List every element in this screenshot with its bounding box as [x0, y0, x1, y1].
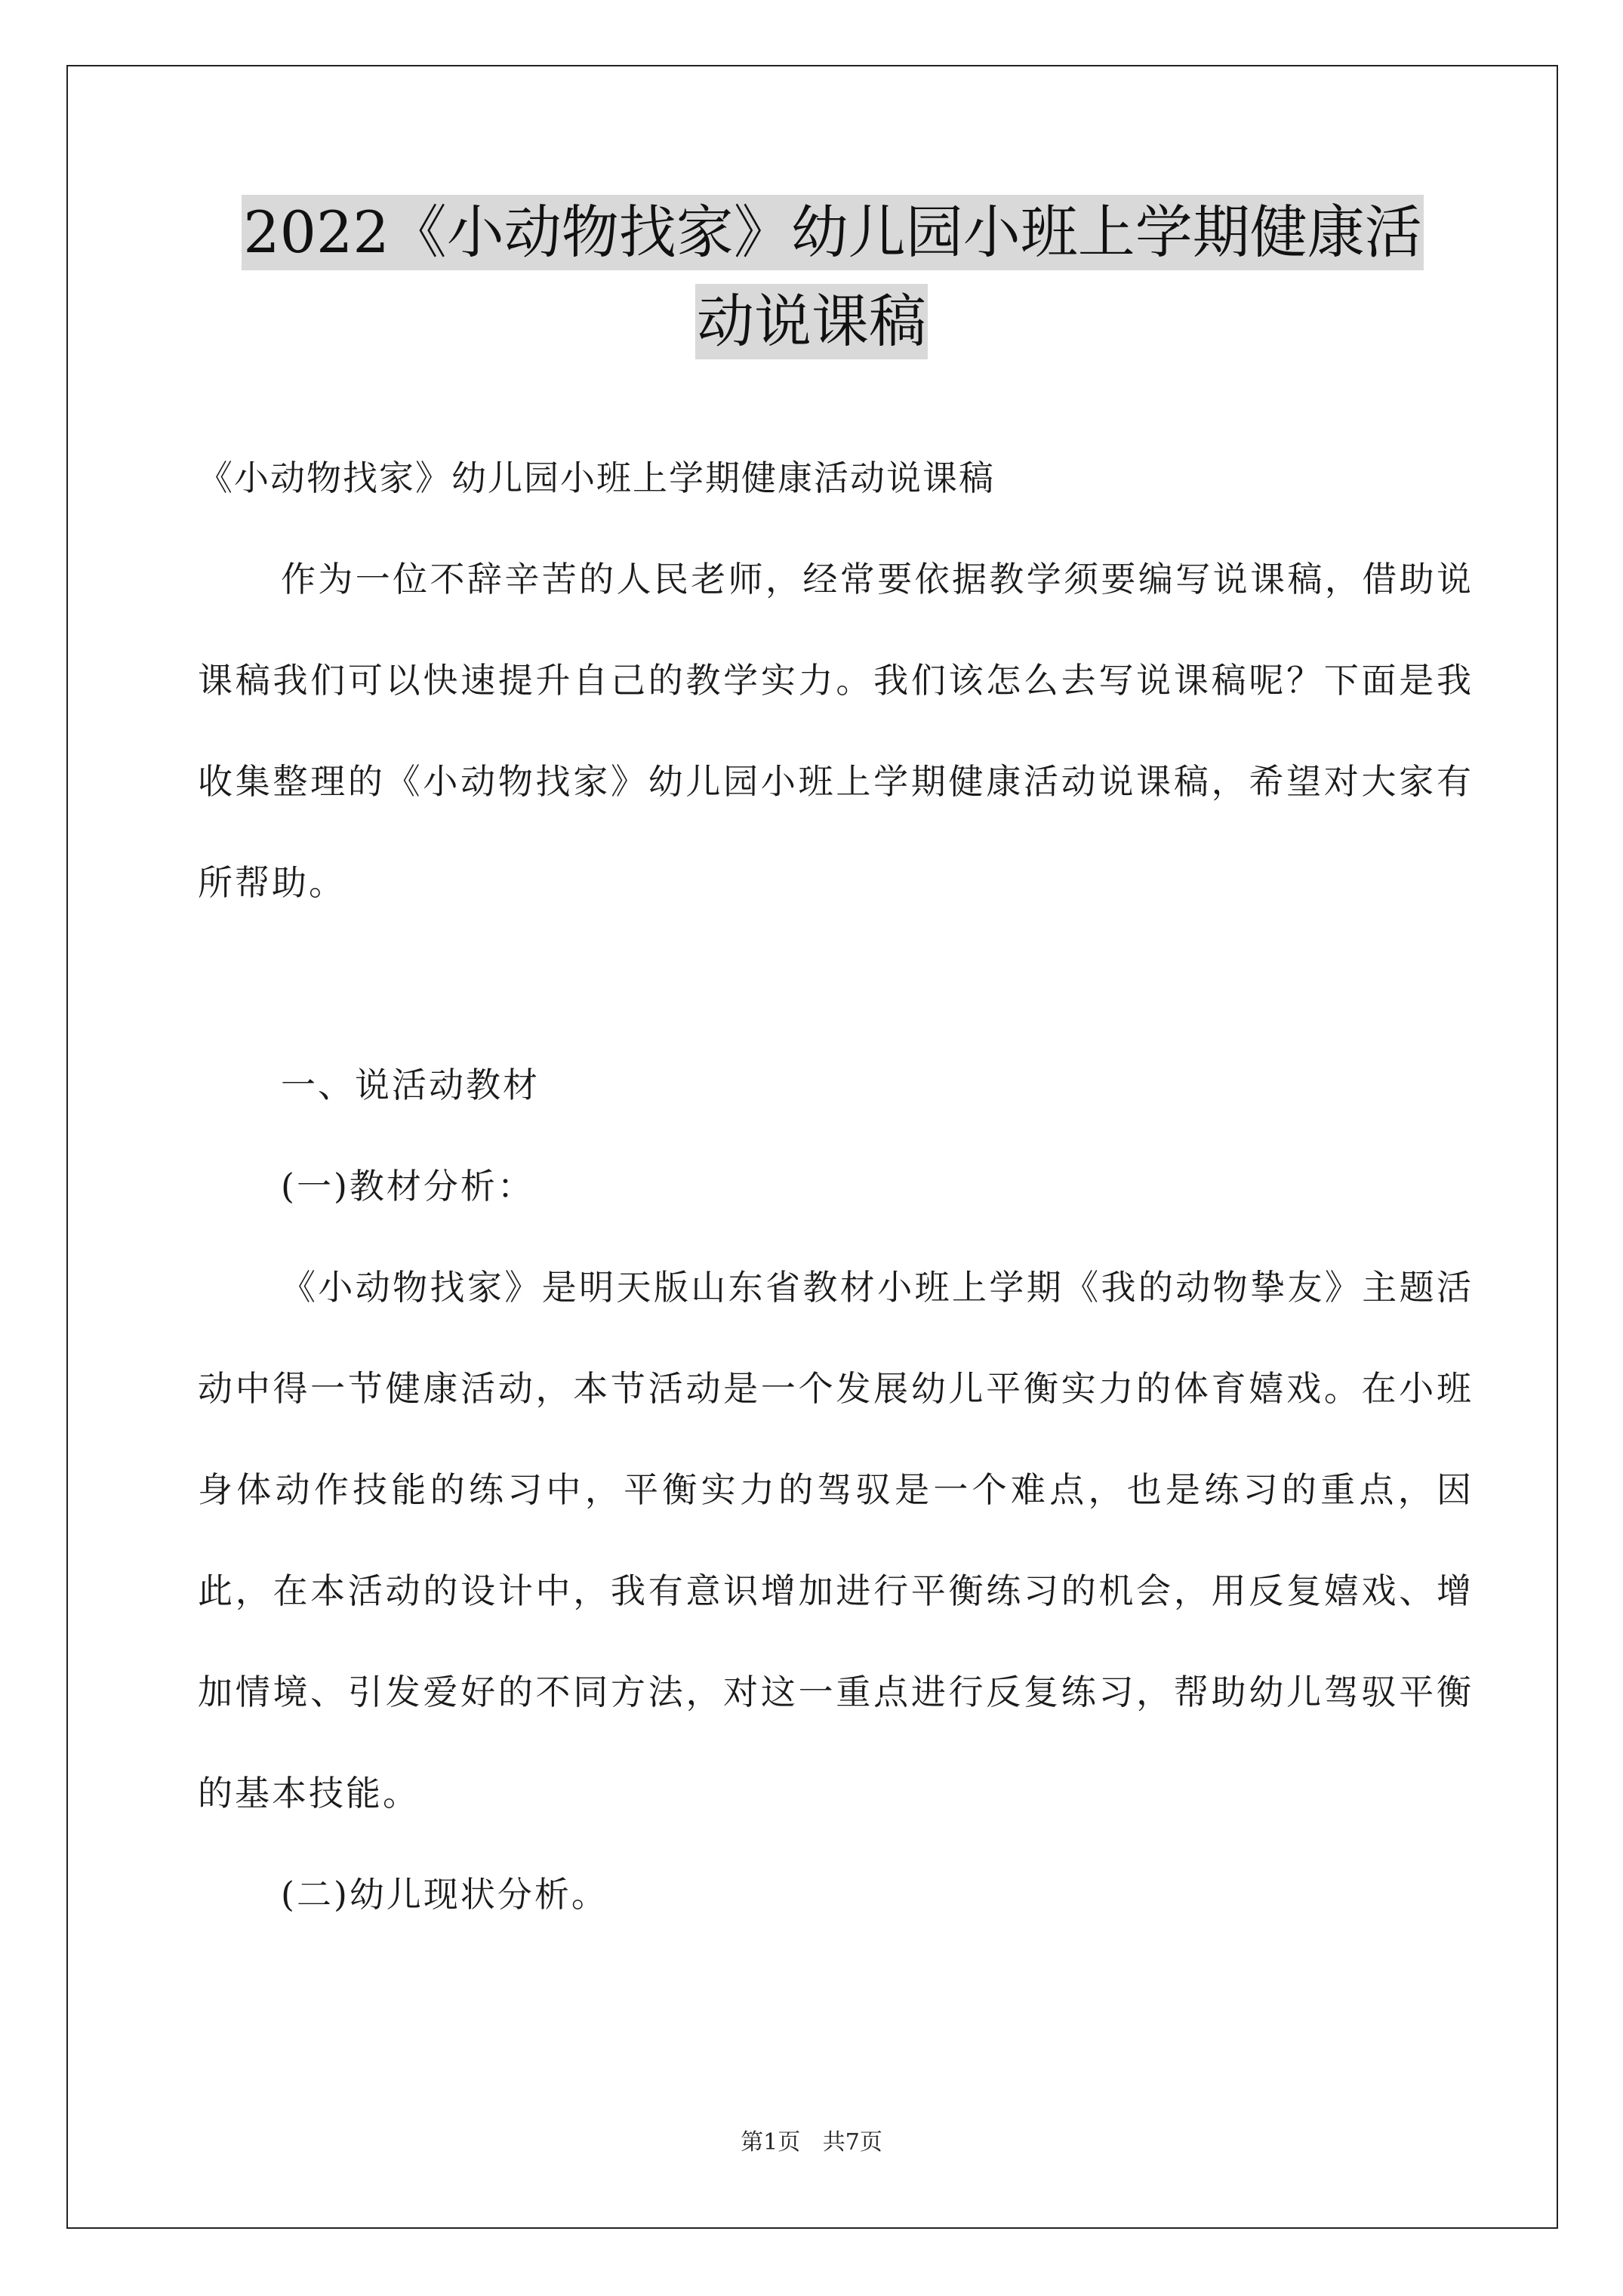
page-footer	[0, 2128, 1623, 2158]
document-title	[0, 195, 1623, 359]
document-body	[198, 427, 1474, 1945]
intro-paragraph: 作为一位不辞辛苦的人民老师，经常要依据教学须要编写说课稿，借助说课稿我们可以快速提升自己的教学实力。我们该怎么去写说课稿呢？下面是我收集整理的《小动物找家》幼儿园小班上学期健康活动说课稿，希望对大家有所帮助。	[198, 559, 1474, 903]
paragraph-gap	[198, 933, 1474, 1034]
title-line-1: 2022《小动物找家》幼儿园小班上学期健康活	[242, 195, 1423, 270]
page-total: 共7页	[822, 2129, 882, 2156]
page-number: 第1页	[741, 2129, 801, 2156]
materials-analysis-paragraph: 《小动物找家》是明天版山东省教材小班上学期《我的动物挚友》主题活动中得一节健康活动，本节活动是一个发展幼儿平衡实力的体育嬉戏。在小班身体动作技能的练习中，平衡实力的驾驭是一个难点，也是练习的重点，因此，在本活动的设计中，我有意识增加进行平衡练习的机会，用反复嬉戏、增加情境、引发爱好的不同方法，对这一重点进行反复练习，帮助幼儿驾驭平衡的基本技能。	[198, 1267, 1474, 1814]
section-heading-materials: 一、说活动教材	[281, 1065, 540, 1105]
subsection-heading-children: (二)幼儿现状分析。	[281, 1874, 608, 1915]
document-subtitle: 《小动物找家》幼儿园小班上学期健康活动说课稿	[198, 458, 995, 498]
title-line-2: 动说课稿	[695, 284, 928, 359]
subsection-heading-analysis: (一)教材分析：	[281, 1166, 534, 1207]
